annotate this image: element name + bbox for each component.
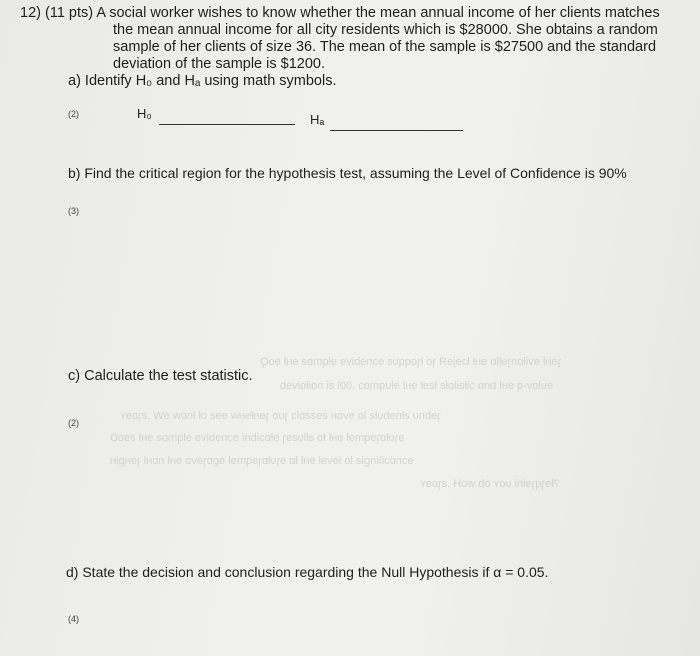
question-line-3: sample of her clients of size 36. The mean of the sample is $27500 and the standard bbox=[113, 39, 657, 55]
part-b-prompt: b) Find the critical region for the hypothesis test, assuming the Level of Confidence is 90% bbox=[68, 165, 627, 181]
bleed-through-text: ?ƚɘɿqɿɘƚni υoʏ ob woH .ƨɿɒɘʏ bbox=[420, 478, 560, 490]
h0-label: H₀ bbox=[137, 106, 152, 121]
question-line-2: the mean annual income for all city residents which is $28000. She obtains a random bbox=[113, 22, 658, 38]
h0-answer-line[interactable] bbox=[159, 124, 295, 125]
part-a-marks: (2) bbox=[68, 109, 79, 119]
bleed-through-text: ɘɔnɒɔiʇinϱiƨ lo lɘvɘl ɘʜƚ ƚɒ ɘɿυƚɒɿɘqmɘƚ ɘϱɒɿɘvɒ ɘʜƚ nɒʜƚ ɿɘʜϱiʜ bbox=[110, 455, 414, 467]
bleed-through-text: ɘɿυƚɒɿɘqmɘƚ ɘʜƚ ƚɒ ƨƚlυƨɘɿ ɘƚɒɔibni ɘɔnɘbivɘ ɘlqmɒƨ ɘʜƚ ƨɘoD bbox=[110, 432, 405, 444]
part-d-marks: (4) bbox=[68, 614, 79, 624]
ha-label: Hₐ bbox=[310, 112, 325, 127]
bleed-through-text: ɿɘʜƚ ɘviƚɒnɿɘƚlɒ ɘʜƚ ƚɔɘjɘЯ ɿo ƚɿoqqυƨ ɘɔnɘbivɘ ɘlqmɒƨ ɘʜƚ ɘoQ bbox=[260, 356, 562, 368]
part-b-marks: (3) bbox=[68, 206, 79, 216]
question-line-1: A social worker wishes to know whether the mean annual income of her clients matches bbox=[96, 5, 660, 21]
question-line-4: deviation of the sample is $1200. bbox=[113, 56, 325, 72]
part-c-marks: (2) bbox=[68, 418, 79, 428]
ha-answer-line[interactable] bbox=[330, 130, 463, 131]
question-number bbox=[20, 5, 660, 21]
question-points: (11 pts) bbox=[45, 5, 94, 21]
part-a-prompt: a) Identify H₀ and Hₐ using math symbols. bbox=[68, 73, 337, 89]
bleed-through-text: ɘυlɒv-q ɘʜƚ bnɒ ɔiƚƨiƚɒƚƨ ƚƨɘƚ ɘʜƚ ɘƚυqmoɔ .00Ɩ ƨi noiƚɒivɘb bbox=[280, 380, 554, 392]
part-d-prompt: d) State the decision and conclusion regarding the Null Hypothesis if α = 0.05. bbox=[66, 564, 549, 580]
bleed-through-text: ɿɘbnυ ƨƚnɘbυƚƨ lo ɘvɒʜ ƨɘƨƨɒlɔ ɿυo ɿɘʜƚɘʜw ɘɘƨ oƚ ƚnɒw ɘW .ƨɿɒɘʏ bbox=[120, 410, 441, 422]
part-c-prompt: c) Calculate the test statistic. bbox=[68, 368, 253, 384]
question-number-text: 12) bbox=[20, 5, 41, 21]
